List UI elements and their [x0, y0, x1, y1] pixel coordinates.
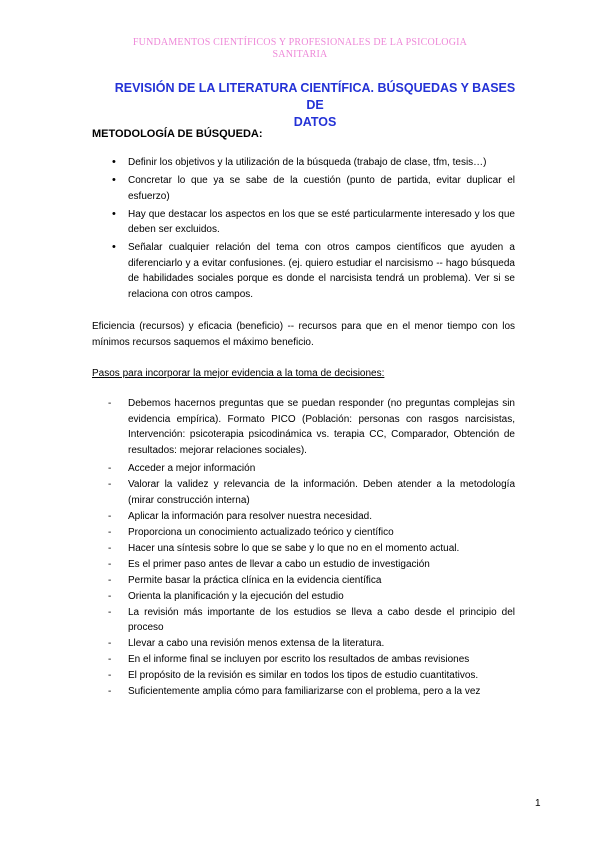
dash-icon: - — [108, 606, 112, 618]
list-item — [108, 461, 515, 477]
list-item-text: Definir los objetivos y la utilización de la búsqueda (trabajo de clase, tfm, tesis…) — [128, 157, 487, 168]
list-item — [108, 668, 515, 684]
dash-icon: - — [108, 510, 112, 522]
title-line-2: DATOS — [293, 115, 337, 129]
list-item-text: Proporciona un conocimiento actualizado teórico y científico — [128, 526, 394, 538]
dash-icon: - — [108, 638, 112, 649]
list-item-text: Aplicar la información para resolver nuestra necesidad. — [128, 510, 373, 522]
header-line-1: FUNDAMENTOS CIENTÍFICOS Y PROFESIONALES DE LA PSICOLOGIA — [132, 37, 468, 48]
dash-icon: - — [108, 463, 112, 474]
dash-icon: - — [108, 479, 112, 490]
list-item-text: Valorar la validez y relevancia de la información. Deben atender a la metodología (mirar construcción interna) — [128, 479, 515, 506]
document-title — [105, 80, 525, 131]
list-item-text: Concretar lo que ya se sabe de la cuestión (punto de partida, evitar duplicar el esfuerzo) — [128, 175, 515, 202]
list-item-text: Señalar cualquier relación del tema con otros campos científicos que ayuden a diferenciarlo y a evitar confusiones. (ej. quiero estudiar el narcisismo -- hago búsqueda de habilidades sociales porque es donde el narcisista tendrá un problema). Ver si se relaciona con otros campos. — [128, 242, 515, 300]
list-item-text: Permite basar la práctica clínica en la evidencia científica — [128, 574, 382, 586]
list-item — [108, 509, 515, 525]
list-item — [108, 541, 515, 557]
list-item — [108, 589, 515, 605]
list-item-text: El propósito de la revisión es similar en todos los tipos de estudio cuantitativos. — [128, 670, 479, 681]
list-item-text: Debemos hacernos preguntas que se puedan responder (no preguntas complejas sin evidencia empírica). Formato PICO (Población: personas con rasgos narcisistas, Intervención: psicoterapia psicodinámica vs. terapia CC, Comparador, Obtención de resultados: mejorar relaciones sociales). — [128, 398, 515, 456]
list-item-text: Es el primer paso antes de llevar a cabo un estudio de investigación — [128, 558, 430, 570]
dash-icon: - — [108, 398, 112, 409]
dash-icon: - — [108, 590, 112, 602]
list-item — [112, 207, 515, 238]
list-item — [112, 173, 515, 204]
list-item — [112, 240, 515, 302]
bullet-icon: • — [112, 156, 116, 168]
section-heading-metodologia: METODOLOGÍA DE BÚSQUEDA: — [92, 128, 263, 140]
header-line-2: SANITARIA — [272, 49, 328, 60]
section-heading-pasos: Pasos para incorporar la mejor evidencia a la toma de decisiones: — [92, 368, 385, 379]
dash-icon: - — [108, 542, 112, 554]
list-item — [108, 573, 515, 589]
running-header — [95, 37, 505, 61]
list-item-text: Orienta la planificación y la ejecución del estudio — [128, 590, 344, 602]
list-item — [108, 477, 515, 508]
list-item — [108, 684, 515, 700]
bullet-list — [112, 155, 515, 305]
list-item — [108, 525, 515, 541]
bullet-icon: • — [112, 174, 116, 186]
dash-list — [108, 396, 515, 700]
page-number: 1 — [535, 798, 541, 809]
dash-icon: - — [108, 526, 112, 538]
dash-icon: - — [108, 686, 112, 697]
dash-icon: - — [108, 574, 112, 586]
list-item-text: En el informe final se incluyen por escrito los resultados de ambas revisiones — [128, 654, 470, 665]
efficiency-paragraph: Eficiencia (recursos) y eficacia (beneficio) -- recursos para que en el menor tiempo con los mínimos recursos saquemos el máximo beneficio. — [92, 321, 515, 348]
title-line-1: REVISIÓN DE LA LITERATURA CIENTÍFICA. BÚSQUEDAS Y BASES DE — [114, 81, 516, 112]
list-item-text: Suficientemente amplia cómo para familiarizarse con el problema, pero a la vez — [128, 686, 481, 697]
list-item — [108, 557, 515, 573]
list-item — [108, 652, 515, 668]
list-item — [108, 396, 515, 458]
list-item — [108, 605, 515, 636]
list-item-text: Hay que destacar los aspectos en los que se esté particularmente interesado y los que deben ser excluidos. — [128, 208, 515, 235]
bullet-icon: • — [112, 241, 116, 253]
list-item-text: Hacer una síntesis sobre lo que se sabe y lo que no en el momento actual. — [128, 542, 460, 554]
list-item — [112, 155, 515, 171]
list-item — [108, 636, 515, 652]
bullet-icon: • — [112, 207, 116, 220]
dash-icon: - — [108, 670, 112, 681]
list-item-text: La revisión más importante de los estudios se lleva a cabo desde el principio del proceso — [128, 606, 515, 633]
list-item-text: Llevar a cabo una revisión menos extensa de la literatura. — [128, 638, 385, 649]
list-item-text: Acceder a mejor información — [128, 463, 256, 474]
dash-icon: - — [108, 558, 112, 570]
dash-icon: - — [108, 654, 112, 665]
